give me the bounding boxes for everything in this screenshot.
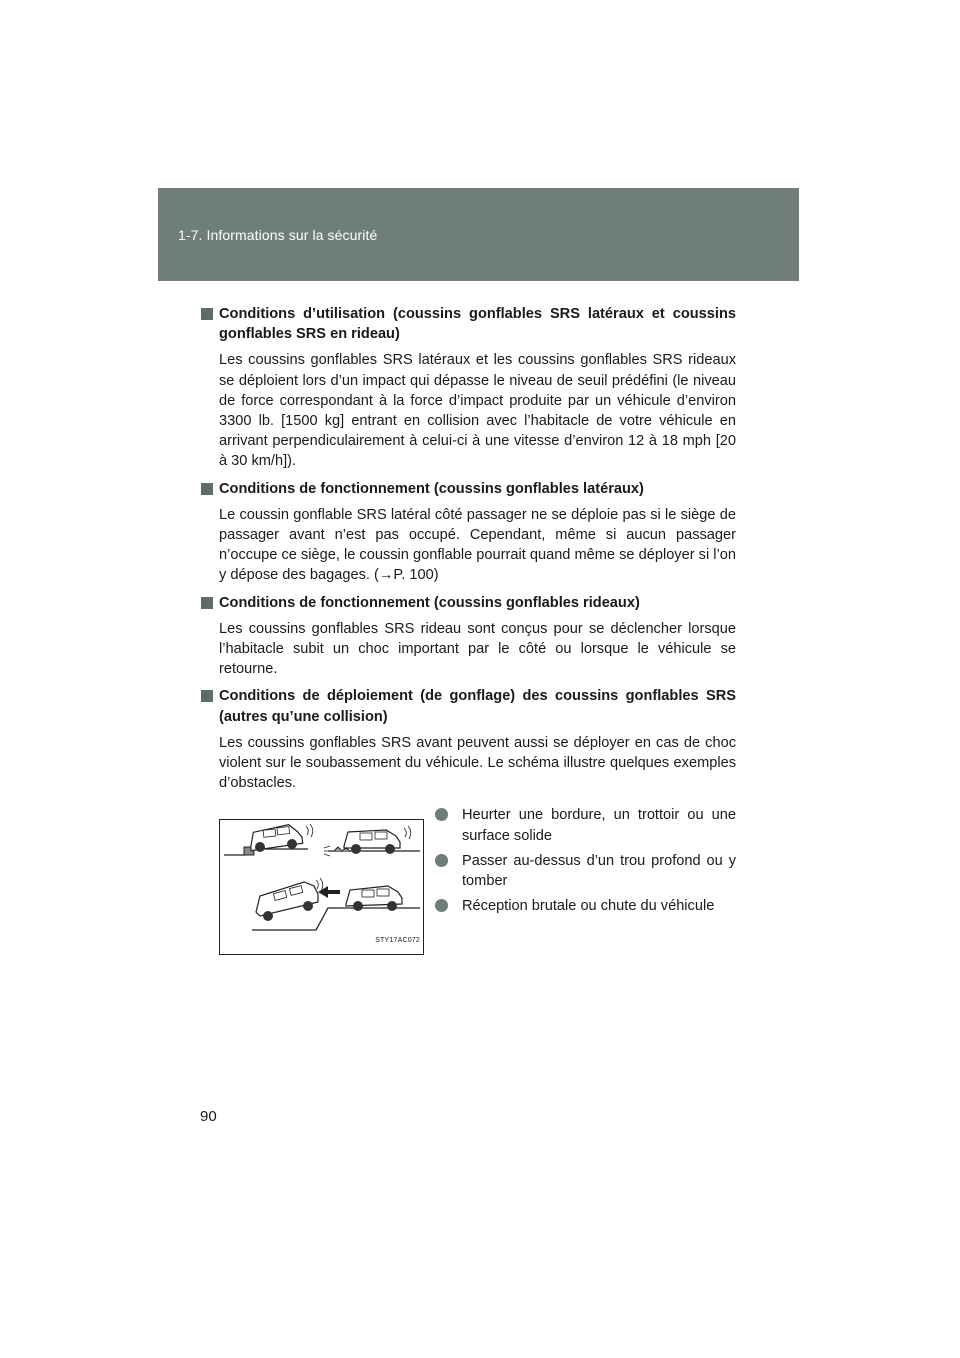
section-side-airbag-conditions <box>200 479 736 586</box>
obstacle-illustration <box>219 819 424 955</box>
vehicle-curb-icon <box>224 824 313 856</box>
section-curtain-airbag-conditions <box>200 593 736 680</box>
circle-bullet-icon <box>435 854 448 867</box>
page-content <box>200 304 736 955</box>
figure-row <box>200 805 736 955</box>
square-icon <box>201 308 213 320</box>
vehicle-drop-icon <box>252 878 420 930</box>
circle-bullet-icon <box>435 808 448 821</box>
section-heading <box>200 686 736 726</box>
section-body: Les coussins gonflables SRS rideau sont conçus pour se déclencher lorsque l’habitacle subit un choc important par le côté ou lorsque le véhicule se retourne. <box>219 620 736 678</box>
list-item-text: Passer au-dessus d’un trou profond ou y tomber <box>462 852 736 890</box>
section-body: Les coussins gonflables SRS latéraux et les coussins gonflables SRS rideaux se déploient lors d’un impact qui dépasse le niveau de seuil prédéfini (le niveau de force correspondant à la force d’impact produite par un véhicule d’environ 3300 lb. [1500 kg] entrant en collision avec l’habitacle de votre véhicule en arrivant perpendiculairement à celui-ci à une vitesse d’environ 12 à 18 mph [20 à 30 km/h]). <box>219 352 736 470</box>
heading-text: Conditions de fonctionnement (coussins gonflables rideaux) <box>219 594 640 611</box>
square-icon <box>201 690 213 702</box>
section-heading <box>200 479 736 499</box>
heading-text: Conditions de déploiement (de gonflage) des coussins gonflables SRS (autres qu’une collision) <box>219 688 736 725</box>
section-heading <box>200 593 736 613</box>
list-item <box>435 805 736 845</box>
list-item-text: Heurter une bordure, un trottoir ou une surface solide <box>462 807 736 844</box>
square-icon <box>201 597 213 609</box>
section-body: Le coussin gonflable SRS latéral côté passager ne se déploie pas si le siège de passager avant n’est pas occupé. Cependant, même si aucun passager n’occupe ce siège, le coussin gonflable pourrait quand même se déployer si l’on y dépose des bagages. (→P. 100) <box>219 506 736 584</box>
heading-text: Conditions d’utilisation (coussins gonflables SRS latéraux et coussins gonflables SRS en rideau) <box>219 306 736 343</box>
circle-bullet-icon <box>435 899 448 912</box>
list-item-text: Réception brutale ou chute du véhicule <box>462 898 715 915</box>
list-item <box>435 896 736 916</box>
figure-code: STY17AC072 <box>375 937 420 945</box>
page-number: 90 <box>200 1108 217 1125</box>
section-usage-conditions <box>200 304 736 472</box>
heading-text: Conditions de fonctionnement (coussins gonflables latéraux) <box>219 480 644 497</box>
section-deployment-conditions <box>200 686 736 793</box>
obstacle-list <box>435 805 736 921</box>
vehicle-ledge-icon <box>324 826 420 856</box>
section-body: Les coussins gonflables SRS avant peuvent aussi se déployer en cas de choc violent sur le soubassement du véhicule. Le schéma illustre quelques exemples d’obstacles. <box>219 734 736 792</box>
section-heading <box>200 304 736 344</box>
list-item <box>435 851 736 891</box>
section-title: 1-7. Informations sur la sécurité <box>178 227 378 243</box>
square-icon <box>201 483 213 495</box>
